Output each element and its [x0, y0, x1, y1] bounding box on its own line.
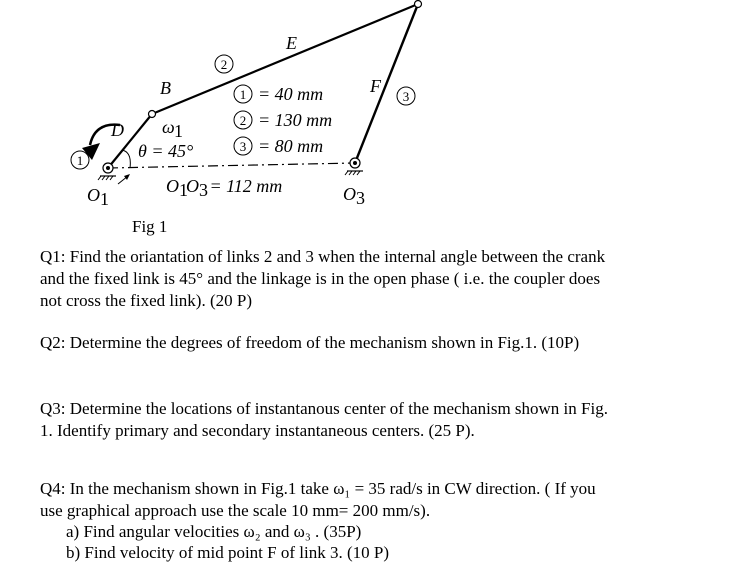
link-number-3 — [397, 87, 415, 105]
label-D: D — [111, 120, 124, 140]
question-4-line-1: Q4: In the mechanism shown in Fig.1 take ω₁ = 35 rad/s in CW direction. ( If you — [40, 479, 596, 498]
label-O3: O — [343, 184, 356, 204]
question-3-line-2: 1. Identify primary and secondary instantaneous centers. (25 P). — [40, 421, 475, 440]
svg-text:1: 1 — [239, 87, 247, 102]
ground-pivot-O1 — [98, 163, 116, 180]
svg-text:2: 2 — [239, 113, 247, 128]
dimension-2 — [234, 110, 332, 130]
joint-C — [415, 1, 422, 8]
svg-text:= 40 mm: = 40 mm — [258, 84, 324, 104]
dimension-3 — [234, 136, 323, 156]
label-omega1: ω — [162, 117, 175, 137]
ground-pivot-O3 — [345, 158, 363, 175]
svg-text:= 130 mm: = 130 mm — [258, 110, 333, 130]
question-3-line-1: Q3: Determine the locations of instantanous center of the mechanism shown in Fig. — [40, 399, 608, 418]
question-4-part-b: b) Find velocity of mid point F of link 3. (10 P) — [66, 543, 389, 562]
svg-text:3: 3 — [199, 180, 208, 200]
ground-length-label — [166, 176, 282, 200]
joint-B — [149, 111, 156, 118]
svg-text:3: 3 — [402, 89, 410, 104]
svg-text:O: O — [186, 176, 199, 196]
svg-text:3: 3 — [239, 139, 247, 154]
link-number-2 — [215, 55, 233, 73]
label-E: E — [286, 33, 297, 53]
question-1-line-2: and the fixed link is 45° and the linkage is in the open phase ( i.e. the coupler does — [40, 269, 601, 288]
label-F: F — [370, 76, 381, 96]
question-2: Q2: Determine the degrees of freedom of the mechanism shown in Fig.1. (10P) — [40, 333, 580, 352]
svg-text:2: 2 — [220, 57, 228, 72]
label-theta: θ = 45° — [138, 141, 194, 161]
figure-caption: Fig 1 — [132, 217, 168, 236]
question-1-line-1: Q1: Find the oriantation of links 2 and 3 when the internal angle between the crank — [40, 247, 606, 266]
link-3 — [355, 4, 418, 163]
ground-line — [108, 163, 355, 168]
label-B: B — [160, 78, 171, 98]
label-O3-sub: 3 — [356, 188, 365, 208]
label-O1: O — [87, 185, 100, 205]
theta-arc — [122, 150, 130, 168]
dimension-1 — [234, 84, 323, 104]
svg-text:1: 1 — [179, 180, 188, 200]
svg-text:1: 1 — [76, 153, 84, 168]
label-omega1-sub: 1 — [174, 121, 183, 141]
question-4-part-a: a) Find angular velocities ω₂ and ω₃ . (35P) — [66, 522, 362, 541]
link-number-1 — [71, 151, 89, 169]
label-O1-sub: 1 — [100, 189, 109, 209]
svg-text:O: O — [166, 176, 179, 196]
question-4-line-2: use graphical approach use the scale 10 mm= 200 mm/s). — [40, 501, 431, 520]
svg-text:= 80 mm: = 80 mm — [258, 136, 324, 156]
question-1-line-3: not cross the fixed link). (20 P) — [40, 291, 252, 310]
mechanism-figure — [0, 0, 743, 215]
svg-text:= 112 mm: = 112 mm — [205, 176, 283, 196]
